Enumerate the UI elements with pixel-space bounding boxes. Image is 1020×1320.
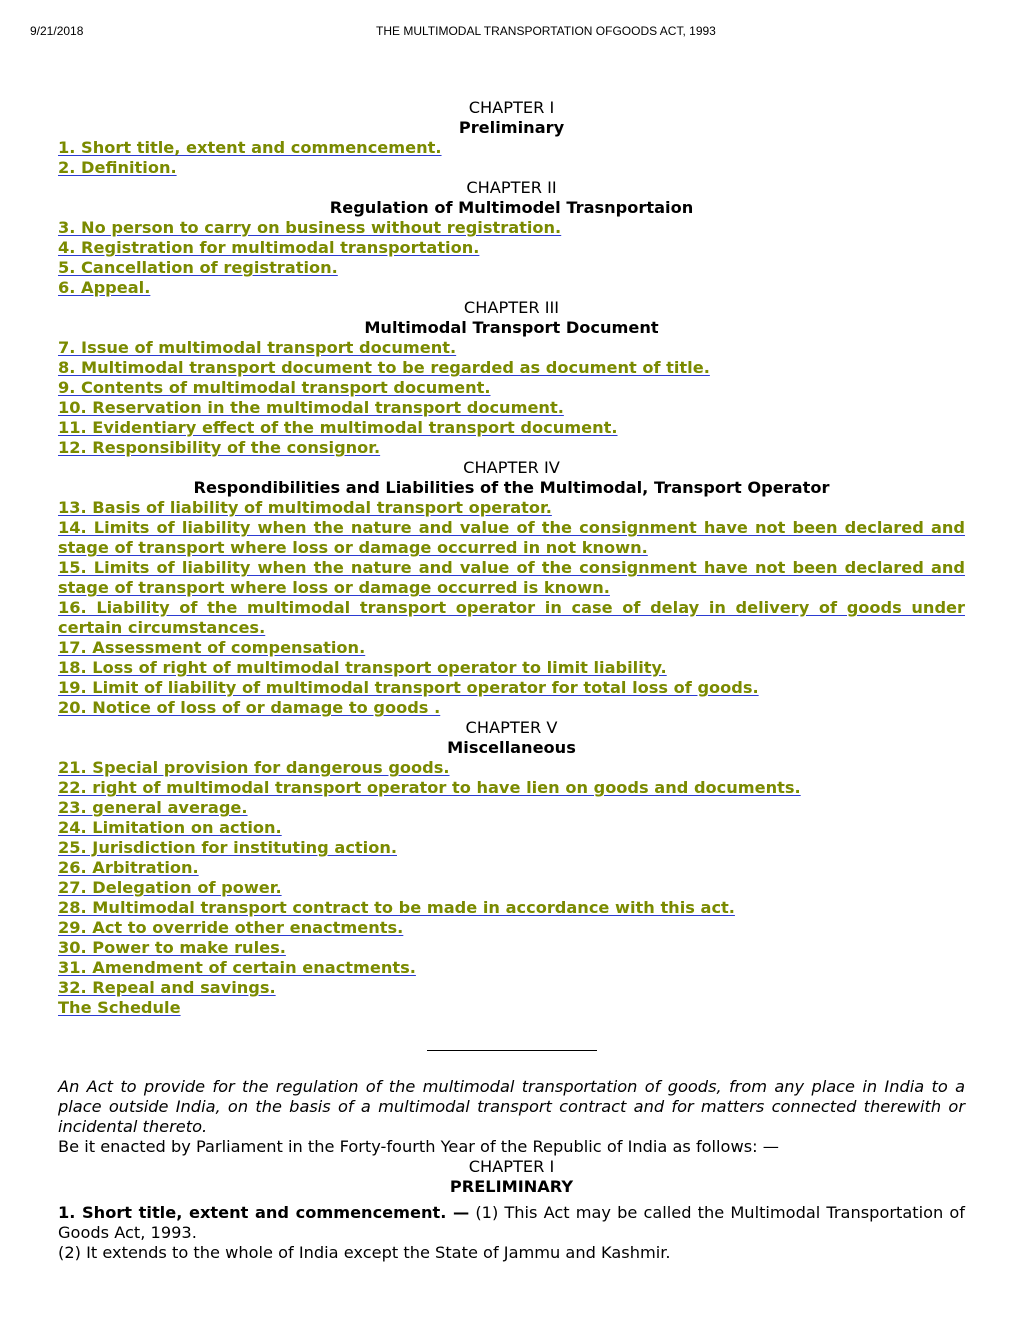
toc-link-section-12[interactable]: 12. Responsibility of the consignor. [58, 438, 381, 457]
body-chapter-number: CHAPTER I [468, 1157, 555, 1176]
print-date: 9/21/2018 [30, 24, 84, 38]
toc-link-section-30[interactable]: 30. Power to make rules. [58, 938, 286, 957]
toc-link-section-27[interactable]: 27. Delegation of power. [58, 878, 282, 897]
act-preamble: An Act to provide for the regulation of the multimodal transportation of goods, from any place in India to a place outside India, on the basis of a multimodal transport contract and for matters connected therewith or incidental thereto. [58, 1077, 965, 1136]
separator-rule [427, 1050, 597, 1051]
toc-link-section-9[interactable]: 9. Contents of multimodal transport document. [58, 378, 491, 397]
section-1-heading: 1. Short title, extent and commencement. — [58, 1203, 470, 1222]
body-chapter-title: PRELIMINARY [449, 1177, 574, 1196]
toc-chapter-3-title: Multimodal Transport Document [364, 318, 659, 337]
toc-link-section-21[interactable]: 21. Special provision for dangerous goods. [58, 758, 450, 777]
toc-link-section-11[interactable]: 11. Evidentiary effect of the multimodal transport document. [58, 418, 618, 437]
toc-link-section-17[interactable]: 17. Assessment of compensation. [58, 638, 366, 657]
toc-chapter-2-number: CHAPTER II [466, 178, 557, 197]
toc-link-section-24[interactable]: 24. Limitation on action. [58, 818, 282, 837]
toc-link-section-29[interactable]: 29. Act to override other enactments. [58, 918, 404, 937]
toc-link-section-28[interactable]: 28. Multimodal transport contract to be made in accordance with this act. [58, 898, 735, 917]
toc-link-section-7[interactable]: 7. Issue of multimodal transport document. [58, 338, 457, 357]
toc-link-section-3[interactable]: 3. No person to carry on business without registration. [58, 218, 562, 237]
section-1-text: (1) This Act may be called the Multimodal Transportation of Goods Act, 1993. [58, 1203, 965, 1242]
toc-chapter-3-number: CHAPTER III [463, 298, 560, 317]
toc-chapter-4-title: Respondibilities and Liabilities of the Multimodal, Transport Operator [193, 478, 830, 497]
toc-link-section-22[interactable]: 22. right of multimodal transport operator to have lien on goods and documents. [58, 778, 801, 797]
toc-link-section-23[interactable]: 23. general average. [58, 798, 248, 817]
toc-link-section-18[interactable]: 18. Loss of right of multimodal transport operator to limit liability. [58, 658, 667, 677]
toc-link-section-4[interactable]: 4. Registration for multimodal transportation. [58, 238, 480, 257]
toc-link-section-13[interactable]: 13. Basis of liability of multimodal transport operator. [58, 498, 552, 517]
toc-link-section-10[interactable]: 10. Reservation in the multimodal transport document. [58, 398, 564, 417]
document-content [58, 98, 965, 1263]
toc-chapter-1-number: CHAPTER I [468, 98, 555, 117]
toc-chapter-5-number: CHAPTER V [465, 718, 558, 737]
toc-link-section-32[interactable]: 32. Repeal and savings. [58, 978, 276, 997]
toc-link-section-19[interactable]: 19. Limit of liability of multimodal transport operator for total loss of goods. [58, 678, 759, 697]
toc-link-section-14[interactable]: 14. Limits of liability when the nature and value of the consignment have not been declared and stage of transport where loss or damage occurred in not known. [58, 518, 965, 557]
toc-link-section-31[interactable]: 31. Amendment of certain enactments. [58, 958, 416, 977]
toc-chapter-4-number: CHAPTER IV [463, 458, 560, 477]
toc-link-schedule[interactable]: The Schedule [58, 998, 181, 1017]
toc-link-section-2[interactable]: 2. Definition. [58, 158, 177, 177]
toc-link-section-1[interactable]: 1. Short title, extent and commencement. [58, 138, 442, 157]
toc-chapter-1-title: Preliminary [458, 118, 565, 137]
toc-link-section-6[interactable]: 6. Appeal. [58, 278, 151, 297]
print-header-title: THE MULTIMODAL TRANSPORTATION OFGOODS ACT, 1993 [376, 24, 716, 38]
toc-chapter-2-title: Regulation of Multimodel Trasnportaion [329, 198, 694, 217]
toc-link-section-15[interactable]: 15. Limits of liability when the nature and value of the consignment have not been declared and stage of transport where loss or damage occurred is known. [58, 558, 965, 597]
toc-link-section-20[interactable]: 20. Notice of loss of or damage to goods . [58, 698, 441, 717]
section-1-paragraph [58, 1203, 965, 1243]
toc-link-section-16[interactable]: 16. Liability of the multimodal transport operator in case of delay in delivery of goods under certain circumstances. [58, 598, 965, 637]
toc-link-section-5[interactable]: 5. Cancellation of registration. [58, 258, 338, 277]
toc-link-section-26[interactable]: 26. Arbitration. [58, 858, 199, 877]
enacting-clause: Be it enacted by Parliament in the Forty-fourth Year of the Republic of India as follows: — [58, 1137, 779, 1156]
toc-chapter-5-title: Miscellaneous [447, 738, 576, 757]
toc-link-section-8[interactable]: 8. Multimodal transport document to be regarded as document of title. [58, 358, 710, 377]
toc-link-section-25[interactable]: 25. Jurisdiction for instituting action. [58, 838, 397, 857]
section-1-subsection-2: (2) It extends to the whole of India except the State of Jammu and Kashmir. [58, 1243, 671, 1262]
